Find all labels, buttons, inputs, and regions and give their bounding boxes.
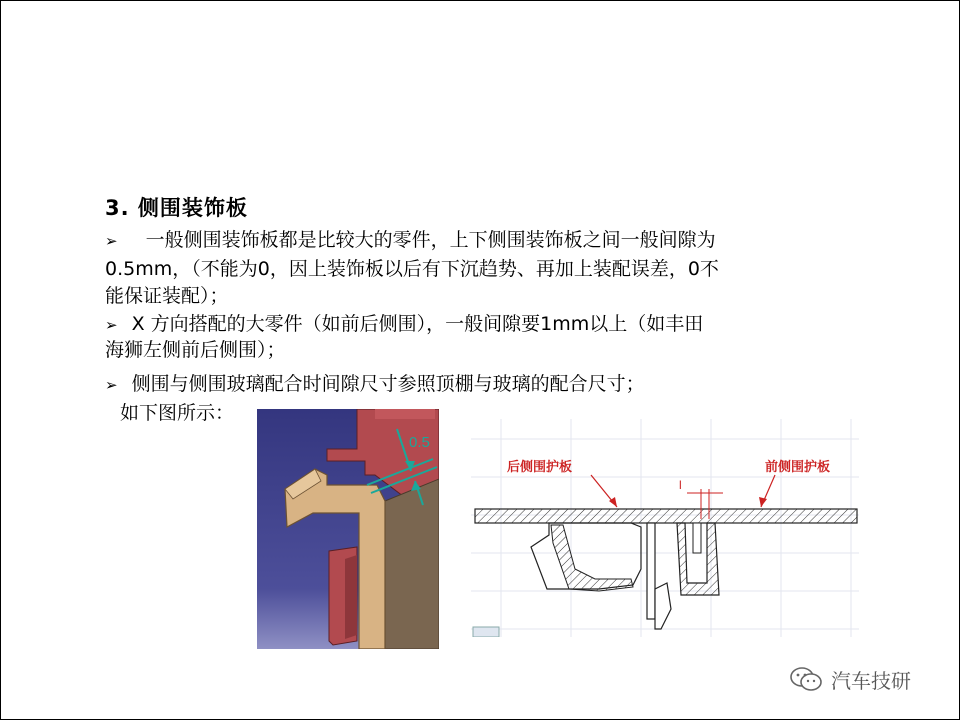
clip-post-left xyxy=(647,523,655,619)
section-drawing-figure xyxy=(471,419,859,637)
section-drawing-svg xyxy=(471,419,859,637)
bullet-2-line-2: 海狮左侧前后侧围）； xyxy=(105,339,286,361)
bullet-text: X 方向搭配的大零件（如前后侧围），一般间隙要1mm以上（如丰田 xyxy=(131,313,704,335)
rear-trim-label: 后侧围护板 xyxy=(507,460,573,475)
brown-side-face xyxy=(385,479,439,649)
bullet-arrow-icon: ➢ xyxy=(105,376,118,394)
dimension-label: 0.5 xyxy=(409,434,430,451)
bullet-arrow-icon: ➢ xyxy=(105,232,118,250)
viewer-toolbar-icon xyxy=(473,627,499,637)
bullet-text: 侧围与侧围玻璃配合时间隙尺寸参照顶棚与玻璃的配合尺寸； xyxy=(131,373,645,395)
bullet-text: 一般侧围装饰板都是比较大的零件，上下侧围装饰板之间一般间隙为 xyxy=(145,229,716,251)
cad-render-figure xyxy=(257,409,439,649)
lower-red-panel-shade xyxy=(345,555,357,639)
section-title: 3. 侧围装饰板 xyxy=(105,196,248,220)
cad-render-svg xyxy=(257,409,439,649)
watermark-text: 汽车技研 xyxy=(831,668,911,693)
upper-red-panel-top xyxy=(375,409,435,419)
bullet-1-line-3: 能保证装配）； xyxy=(105,285,229,307)
bullet-3-line-1 xyxy=(105,371,645,399)
watermark xyxy=(789,664,911,694)
figure-caption: 如下图所示： xyxy=(120,402,235,424)
bullet-1-line-1 xyxy=(105,227,716,255)
gap-mark: l xyxy=(679,478,682,492)
wechat-icon xyxy=(789,666,823,692)
bullet-2-line-1 xyxy=(105,311,703,339)
bullet-1-line-2: 0.5mm，（不能为0，因上装饰板以后有下沉趋势、再加上装配误差，0不 xyxy=(105,258,719,280)
bullet-arrow-icon: ➢ xyxy=(105,316,118,334)
front-trim-tab xyxy=(693,523,701,553)
headliner-section xyxy=(475,509,857,523)
front-trim-label: 前侧围护板 xyxy=(765,460,831,475)
